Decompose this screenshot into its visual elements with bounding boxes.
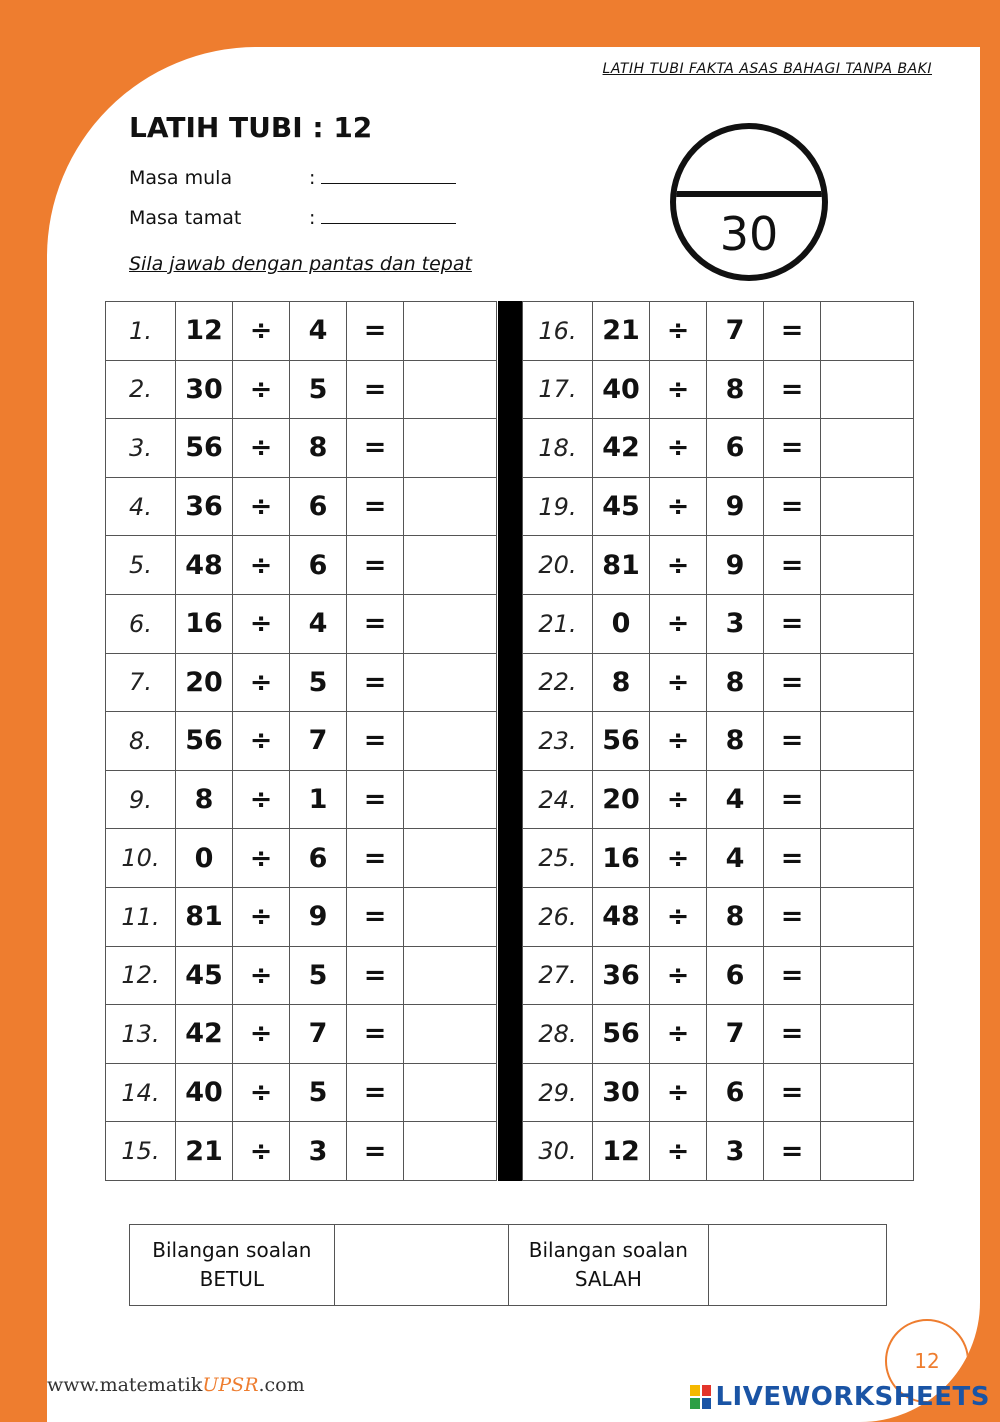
dividend: 8 bbox=[176, 770, 233, 829]
question-row bbox=[523, 770, 914, 829]
divisor: 1 bbox=[290, 770, 347, 829]
question-number: 30. bbox=[523, 1122, 593, 1181]
answer-field[interactable] bbox=[404, 1063, 497, 1122]
question-number: 18. bbox=[523, 419, 593, 478]
answer-field[interactable] bbox=[404, 477, 497, 536]
end-time-field[interactable] bbox=[321, 209, 456, 224]
question-number: 27. bbox=[523, 946, 593, 1005]
equals-sign: = bbox=[347, 302, 404, 361]
question-row bbox=[106, 946, 497, 1005]
equals-sign: = bbox=[764, 477, 821, 536]
end-time-row bbox=[129, 207, 456, 229]
equals-sign: = bbox=[347, 536, 404, 595]
question-number: 20. bbox=[523, 536, 593, 595]
divide-sign: ÷ bbox=[650, 1005, 707, 1064]
question-number: 28. bbox=[523, 1005, 593, 1064]
correct-count-field[interactable] bbox=[335, 1225, 509, 1305]
question-row bbox=[523, 1063, 914, 1122]
divide-sign: ÷ bbox=[233, 360, 290, 419]
divide-sign: ÷ bbox=[233, 712, 290, 771]
start-time-label: Masa mula bbox=[129, 167, 233, 189]
question-row bbox=[106, 770, 497, 829]
question-number: 12. bbox=[106, 946, 176, 1005]
answer-field[interactable] bbox=[404, 712, 497, 771]
answer-field[interactable] bbox=[821, 653, 914, 712]
divisor: 6 bbox=[707, 946, 764, 1005]
equals-sign: = bbox=[347, 1063, 404, 1122]
answer-field[interactable] bbox=[821, 946, 914, 1005]
page-number: 12 bbox=[885, 1319, 969, 1403]
liveworksheets-logo-icon bbox=[690, 1385, 711, 1409]
divisor: 7 bbox=[707, 302, 764, 361]
dividend: 21 bbox=[593, 302, 650, 361]
question-number: 3. bbox=[106, 419, 176, 478]
liveworksheets-watermark bbox=[690, 1380, 990, 1414]
divide-sign: ÷ bbox=[650, 536, 707, 595]
question-number: 26. bbox=[523, 887, 593, 946]
divisor: 7 bbox=[290, 1005, 347, 1064]
divisor: 3 bbox=[707, 1122, 764, 1181]
answer-field[interactable] bbox=[821, 829, 914, 888]
worksheet-title: LATIH TUBI : 12 bbox=[129, 111, 373, 144]
divisor: 5 bbox=[290, 946, 347, 1005]
divide-sign: ÷ bbox=[233, 829, 290, 888]
answer-field[interactable] bbox=[821, 770, 914, 829]
divide-sign: ÷ bbox=[233, 536, 290, 595]
answer-field[interactable] bbox=[821, 1122, 914, 1181]
question-row bbox=[106, 536, 497, 595]
worksheet-page bbox=[47, 47, 980, 1422]
divisor: 6 bbox=[290, 477, 347, 536]
equals-sign: = bbox=[347, 477, 404, 536]
equals-sign: = bbox=[347, 360, 404, 419]
score-circle bbox=[670, 123, 828, 281]
question-row bbox=[523, 536, 914, 595]
equals-sign: = bbox=[764, 1122, 821, 1181]
answer-field[interactable] bbox=[404, 829, 497, 888]
question-row bbox=[106, 1005, 497, 1064]
divisor: 6 bbox=[290, 829, 347, 888]
divisor: 9 bbox=[707, 536, 764, 595]
divide-sign: ÷ bbox=[233, 1005, 290, 1064]
equals-sign: = bbox=[347, 1005, 404, 1064]
question-number: 5. bbox=[106, 536, 176, 595]
equals-sign: = bbox=[764, 712, 821, 771]
dividend: 12 bbox=[176, 302, 233, 361]
question-row bbox=[106, 477, 497, 536]
answer-field[interactable] bbox=[404, 1122, 497, 1181]
question-row bbox=[523, 829, 914, 888]
question-row bbox=[523, 419, 914, 478]
equals-sign: = bbox=[764, 360, 821, 419]
question-row bbox=[523, 360, 914, 419]
divisor: 4 bbox=[290, 302, 347, 361]
answer-field[interactable] bbox=[821, 887, 914, 946]
answer-field[interactable] bbox=[404, 302, 497, 361]
divide-sign: ÷ bbox=[650, 712, 707, 771]
divide-sign: ÷ bbox=[233, 477, 290, 536]
question-number: 6. bbox=[106, 594, 176, 653]
question-row bbox=[106, 1122, 497, 1181]
dividend: 20 bbox=[176, 653, 233, 712]
dividend: 30 bbox=[593, 1063, 650, 1122]
dividend: 20 bbox=[593, 770, 650, 829]
question-row bbox=[106, 712, 497, 771]
score-total: 30 bbox=[719, 207, 779, 261]
question-number: 13. bbox=[106, 1005, 176, 1064]
answer-field[interactable] bbox=[821, 419, 914, 478]
wrong-label-line2: SALAH bbox=[574, 1267, 642, 1291]
equals-sign: = bbox=[764, 946, 821, 1005]
divisor: 8 bbox=[707, 887, 764, 946]
question-number: 10. bbox=[106, 829, 176, 888]
correct-label-line2: BETUL bbox=[199, 1267, 265, 1291]
divisor: 7 bbox=[290, 712, 347, 771]
website-url bbox=[47, 1374, 305, 1396]
website-suffix: .com bbox=[258, 1374, 305, 1396]
equals-sign: = bbox=[764, 536, 821, 595]
divisor: 4 bbox=[290, 594, 347, 653]
instruction-text: Sila jawab dengan pantas dan tepat bbox=[129, 253, 472, 275]
divisor: 4 bbox=[707, 829, 764, 888]
question-row bbox=[523, 302, 914, 361]
dividend: 16 bbox=[593, 829, 650, 888]
question-number: 4. bbox=[106, 477, 176, 536]
watermark-text: LIVEWORKSHEETS bbox=[715, 1382, 990, 1412]
question-row bbox=[106, 887, 497, 946]
question-row bbox=[106, 829, 497, 888]
question-number: 21. bbox=[523, 594, 593, 653]
dividend: 16 bbox=[176, 594, 233, 653]
divide-sign: ÷ bbox=[233, 594, 290, 653]
questions-table-right bbox=[522, 301, 914, 1181]
dividend: 48 bbox=[593, 887, 650, 946]
dividend: 21 bbox=[176, 1122, 233, 1181]
divide-sign: ÷ bbox=[233, 302, 290, 361]
divide-sign: ÷ bbox=[650, 1063, 707, 1122]
worksheet-header: LATIH TUBI FAKTA ASAS BAHAGI TANPA BAKI bbox=[602, 61, 932, 77]
question-number: 24. bbox=[523, 770, 593, 829]
divide-sign: ÷ bbox=[650, 302, 707, 361]
divisor: 6 bbox=[707, 1063, 764, 1122]
summary-box bbox=[129, 1224, 887, 1306]
equals-sign: = bbox=[764, 653, 821, 712]
equals-sign: = bbox=[764, 419, 821, 478]
question-row bbox=[523, 887, 914, 946]
question-number: 15. bbox=[106, 1122, 176, 1181]
equals-sign: = bbox=[347, 946, 404, 1005]
website-prefix: www.matematik bbox=[47, 1374, 203, 1396]
equals-sign: = bbox=[764, 302, 821, 361]
answer-field[interactable] bbox=[404, 770, 497, 829]
equals-sign: = bbox=[764, 770, 821, 829]
answer-field[interactable] bbox=[821, 302, 914, 361]
divide-sign: ÷ bbox=[650, 946, 707, 1005]
question-number: 14. bbox=[106, 1063, 176, 1122]
dividend: 48 bbox=[176, 536, 233, 595]
dividend: 0 bbox=[593, 594, 650, 653]
question-row bbox=[106, 1063, 497, 1122]
divisor: 8 bbox=[290, 419, 347, 478]
equals-sign: = bbox=[764, 594, 821, 653]
question-number: 8. bbox=[106, 712, 176, 771]
answer-field[interactable] bbox=[404, 653, 497, 712]
answer-field[interactable] bbox=[404, 594, 497, 653]
divide-sign: ÷ bbox=[233, 770, 290, 829]
answer-field[interactable] bbox=[821, 594, 914, 653]
question-row bbox=[106, 419, 497, 478]
question-number: 17. bbox=[523, 360, 593, 419]
dividend: 56 bbox=[176, 419, 233, 478]
dividend: 45 bbox=[593, 477, 650, 536]
equals-sign: = bbox=[347, 1122, 404, 1181]
divisor: 5 bbox=[290, 1063, 347, 1122]
answer-field[interactable] bbox=[404, 360, 497, 419]
equals-sign: = bbox=[347, 887, 404, 946]
divide-sign: ÷ bbox=[233, 946, 290, 1005]
question-number: 29. bbox=[523, 1063, 593, 1122]
dividend: 40 bbox=[593, 360, 650, 419]
divisor: 9 bbox=[290, 887, 347, 946]
answer-field[interactable] bbox=[821, 477, 914, 536]
question-number: 11. bbox=[106, 887, 176, 946]
answer-field[interactable] bbox=[404, 946, 497, 1005]
divisor: 9 bbox=[707, 477, 764, 536]
divide-sign: ÷ bbox=[650, 770, 707, 829]
question-number: 16. bbox=[523, 302, 593, 361]
dividend: 42 bbox=[593, 419, 650, 478]
wrong-count-field[interactable] bbox=[709, 1225, 886, 1305]
correct-label-line1: Bilangan soalan bbox=[152, 1238, 312, 1262]
dividend: 30 bbox=[176, 360, 233, 419]
column-divider bbox=[498, 301, 522, 1181]
divisor: 4 bbox=[707, 770, 764, 829]
divide-sign: ÷ bbox=[650, 653, 707, 712]
dividend: 36 bbox=[593, 946, 650, 1005]
wrong-count-label bbox=[509, 1225, 710, 1305]
questions-table-left bbox=[105, 301, 497, 1181]
dividend: 45 bbox=[176, 946, 233, 1005]
divide-sign: ÷ bbox=[650, 829, 707, 888]
equals-sign: = bbox=[764, 1005, 821, 1064]
score-divider bbox=[676, 191, 822, 197]
divide-sign: ÷ bbox=[233, 653, 290, 712]
answer-field[interactable] bbox=[404, 1005, 497, 1064]
divisor: 8 bbox=[707, 653, 764, 712]
divisor: 6 bbox=[290, 536, 347, 595]
question-row bbox=[523, 653, 914, 712]
end-time-colon: : bbox=[309, 207, 316, 229]
question-row bbox=[523, 1005, 914, 1064]
website-accent: UPSR bbox=[202, 1374, 259, 1396]
question-row bbox=[523, 946, 914, 1005]
divisor: 8 bbox=[707, 360, 764, 419]
answer-field[interactable] bbox=[821, 1005, 914, 1064]
divide-sign: ÷ bbox=[650, 419, 707, 478]
divide-sign: ÷ bbox=[233, 419, 290, 478]
answer-field[interactable] bbox=[404, 536, 497, 595]
answer-field[interactable] bbox=[821, 360, 914, 419]
dividend: 0 bbox=[176, 829, 233, 888]
answer-field[interactable] bbox=[821, 712, 914, 771]
dividend: 81 bbox=[593, 536, 650, 595]
equals-sign: = bbox=[347, 653, 404, 712]
start-time-field[interactable] bbox=[321, 169, 456, 184]
answer-field[interactable] bbox=[821, 536, 914, 595]
question-row bbox=[523, 594, 914, 653]
divide-sign: ÷ bbox=[650, 887, 707, 946]
question-number: 7. bbox=[106, 653, 176, 712]
start-time-row bbox=[129, 167, 456, 189]
equals-sign: = bbox=[347, 419, 404, 478]
question-row bbox=[106, 360, 497, 419]
divisor: 5 bbox=[290, 653, 347, 712]
equals-sign: = bbox=[347, 594, 404, 653]
divide-sign: ÷ bbox=[650, 1122, 707, 1181]
answer-field[interactable] bbox=[404, 887, 497, 946]
divide-sign: ÷ bbox=[233, 1122, 290, 1181]
equals-sign: = bbox=[764, 1063, 821, 1122]
question-row bbox=[106, 594, 497, 653]
divide-sign: ÷ bbox=[650, 360, 707, 419]
divisor: 3 bbox=[290, 1122, 347, 1181]
equals-sign: = bbox=[347, 829, 404, 888]
dividend: 56 bbox=[593, 1005, 650, 1064]
dividend: 40 bbox=[176, 1063, 233, 1122]
divide-sign: ÷ bbox=[650, 594, 707, 653]
equals-sign: = bbox=[764, 887, 821, 946]
dividend: 56 bbox=[176, 712, 233, 771]
wrong-label-line1: Bilangan soalan bbox=[528, 1238, 688, 1262]
question-number: 25. bbox=[523, 829, 593, 888]
divisor: 8 bbox=[707, 712, 764, 771]
dividend: 81 bbox=[176, 887, 233, 946]
question-number: 1. bbox=[106, 302, 176, 361]
equals-sign: = bbox=[764, 829, 821, 888]
question-row bbox=[523, 477, 914, 536]
answer-field[interactable] bbox=[821, 1063, 914, 1122]
question-number: 22. bbox=[523, 653, 593, 712]
divide-sign: ÷ bbox=[233, 1063, 290, 1122]
divisor: 7 bbox=[707, 1005, 764, 1064]
question-number: 23. bbox=[523, 712, 593, 771]
dividend: 56 bbox=[593, 712, 650, 771]
dividend: 36 bbox=[176, 477, 233, 536]
end-time-label: Masa tamat bbox=[129, 207, 242, 229]
start-time-colon: : bbox=[309, 167, 316, 189]
question-row bbox=[523, 712, 914, 771]
question-row bbox=[523, 1122, 914, 1181]
question-row bbox=[106, 653, 497, 712]
divide-sign: ÷ bbox=[233, 887, 290, 946]
answer-field[interactable] bbox=[404, 419, 497, 478]
question-number: 2. bbox=[106, 360, 176, 419]
equals-sign: = bbox=[347, 712, 404, 771]
divide-sign: ÷ bbox=[650, 477, 707, 536]
question-number: 19. bbox=[523, 477, 593, 536]
divisor: 3 bbox=[707, 594, 764, 653]
question-number: 9. bbox=[106, 770, 176, 829]
question-row bbox=[106, 302, 497, 361]
divisor: 5 bbox=[290, 360, 347, 419]
divisor: 6 bbox=[707, 419, 764, 478]
dividend: 12 bbox=[593, 1122, 650, 1181]
correct-count-label bbox=[130, 1225, 335, 1305]
dividend: 8 bbox=[593, 653, 650, 712]
dividend: 42 bbox=[176, 1005, 233, 1064]
equals-sign: = bbox=[347, 770, 404, 829]
